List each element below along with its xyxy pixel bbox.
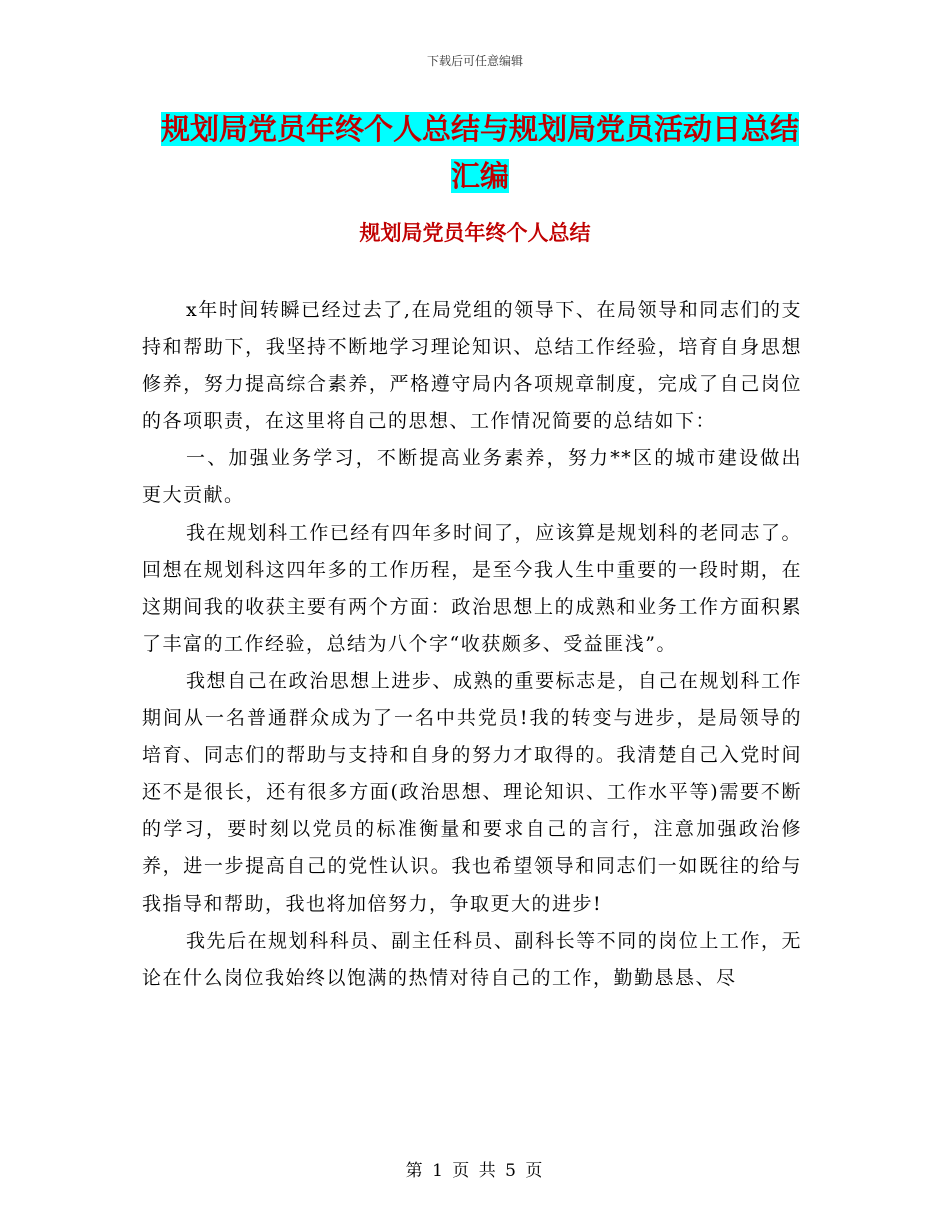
- paragraph: 我在规划科工作已经有四年多时间了，应该算是规划科的老同志了。回想在规划科这四年多的工作历程，是至今我人生中重要的一段时期，在这期间我的收获主要有两个方面：政治思想上的成熟和业务工作方面积累了丰富的工作经验，总结为八个字“收获颇多、受益匪浅”。: [142, 521, 802, 655]
- paragraph: x年时间转瞬已经过去了,在局党组的领导下、在局领导和同志们的支持和帮助下，我坚持不断地学习理论知识、总结工作经验，培育自身思想修养，努力提高综合素养，严格遵守局内各项规章制度，完成了自己岗位的各项职责，在这里将自己的思想、工作情况简要的总结如下：: [142, 299, 802, 433]
- document-title: [150, 106, 810, 200]
- paragraph: 我想自己在政治思想上进步、成熟的重要标志是，自己在规划科工作期间从一名普通群众成为了一名中共党员!我的转变与进步，是局领导的培育、同志们的帮助与支持和自身的努力才取得的。我清楚自己入党时间还不是很长，还有很多方面(政治思想、理论知识、工作水平等)需要不断的学习，要时刻以党员的标准衡量和要求自己的言行，注意加强政治修养，进一步提高自己的党性认识。我也希望领导和同志们一如既往的给与我指导和帮助，我也将加倍努力，争取更大的进步!: [142, 669, 802, 915]
- page-footer: 第 1 页 共 5 页: [405, 1161, 545, 1181]
- header-note: 下载后可任意编辑: [426, 54, 523, 68]
- document-title-text: 规划局党员年终个人总结与规划局党员活动日总结汇编: [160, 112, 799, 193]
- body-text: [142, 292, 802, 997]
- paragraph: 我先后在规划科科员、副主任科员、副科长等不同的岗位上工作，无论在什么岗位我始终以饱满的热情对待自己的工作，勤勤恳恳、尽: [142, 929, 802, 989]
- section-title: 规划局党员年终个人总结: [359, 221, 591, 245]
- paragraph: 一、加强业务学习，不断提高业务素养，努力**区的城市建设做出更大贡献。: [142, 447, 802, 507]
